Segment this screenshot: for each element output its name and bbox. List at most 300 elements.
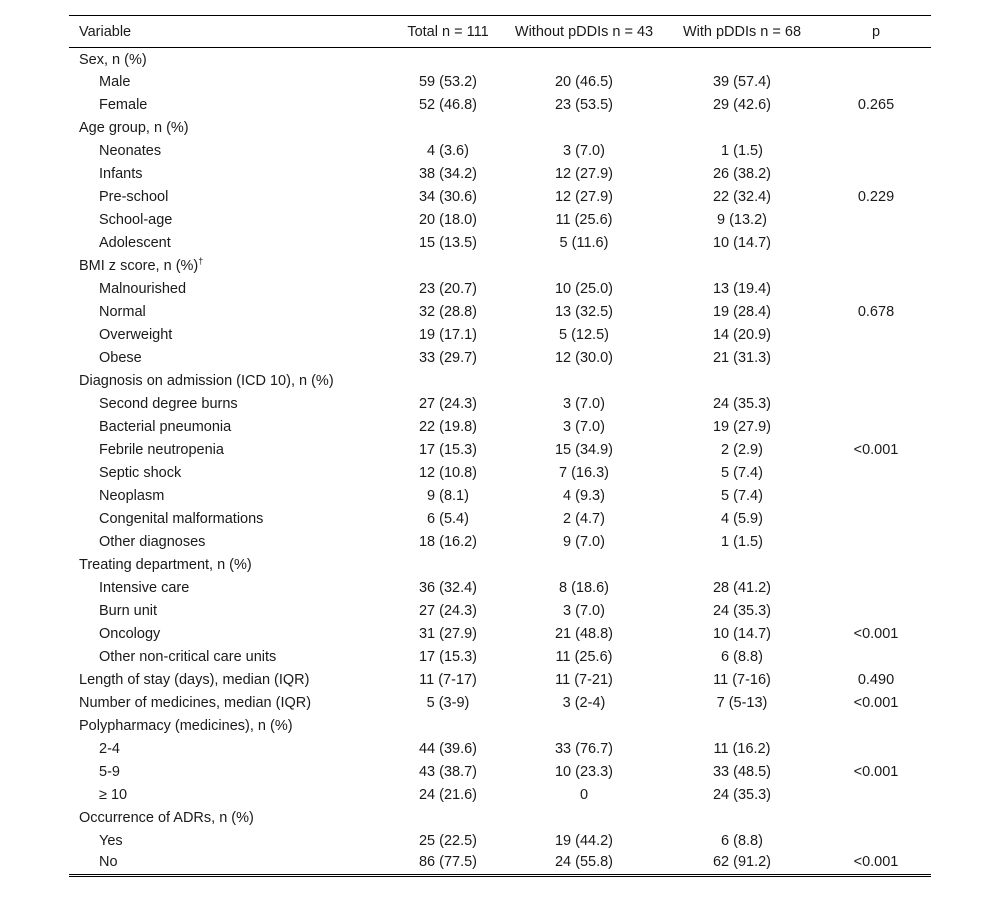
p-value-cell: [821, 692, 931, 715]
with-pddis-cell: [663, 623, 821, 646]
without-pddis-cell-text: 21 (48.8): [554, 626, 614, 642]
variable-cell-text: Other non-critical care units: [99, 649, 277, 665]
p-value-cell: [821, 784, 931, 807]
variable-cell-text: 5-9: [99, 764, 120, 780]
without-pddis-cell-text: 33 (76.7): [554, 741, 614, 757]
section-header-row: [69, 48, 931, 71]
variable-cell: [69, 623, 391, 646]
without-pddis-cell: [505, 577, 663, 600]
without-pddis-cell: [505, 393, 663, 416]
with-pddis-cell: [663, 508, 821, 531]
variable-cell-text: Oncology: [99, 626, 161, 642]
with-pddis-cell-text: 22 (32.4): [712, 189, 772, 205]
with-pddis-cell-text: 33 (48.5): [712, 764, 772, 780]
without-pddis-cell-text: 19 (44.2): [554, 833, 614, 849]
p-value-cell: [821, 646, 931, 669]
with-pddis-cell-text: 24 (35.3): [712, 787, 772, 803]
variable-cell-text: 2-4: [99, 741, 120, 757]
variable-cell: [69, 278, 391, 301]
with-pddis-cell-text: 4 (5.9): [721, 511, 763, 527]
variable-cell-text: Burn unit: [99, 603, 158, 619]
variable-cell-text: Intensive care: [99, 580, 190, 596]
table-row: [69, 784, 931, 807]
variable-cell-text: Second degree burns: [99, 396, 238, 412]
total-cell: [391, 71, 505, 94]
variable-cell: [69, 324, 391, 347]
variable-cell: [69, 531, 391, 554]
without-pddis-cell-text: 0: [579, 787, 589, 803]
with-pddis-cell: [663, 485, 821, 508]
total-cell: [391, 577, 505, 600]
without-pddis-cell: [505, 416, 663, 439]
p-value-cell: [821, 232, 931, 255]
p-value-cell: [821, 715, 931, 738]
without-pddis-cell-text: 24 (55.8): [554, 854, 614, 871]
total-cell-text: 18 (16.2): [418, 534, 478, 550]
with-pddis-cell: [663, 531, 821, 554]
with-pddis-cell-text: 19 (27.9): [712, 419, 772, 435]
without-pddis-cell: [505, 508, 663, 531]
with-pddis-cell: [663, 48, 821, 71]
with-pddis-cell-text: 11 (7-16): [713, 672, 771, 688]
variable-cell: [69, 439, 391, 462]
variable-cell: [69, 669, 391, 692]
section-header-row: [69, 117, 931, 140]
section-header-row: [69, 715, 931, 738]
without-pddis-cell: [505, 439, 663, 462]
with-pddis-cell: [663, 784, 821, 807]
total-cell: [391, 738, 505, 761]
table-body: [69, 48, 931, 876]
p-value-cell: [821, 416, 931, 439]
total-cell-text: 11 (7-17): [419, 672, 477, 688]
with-pddis-cell-text: 26 (38.2): [712, 166, 772, 182]
with-pddis-cell: [663, 71, 821, 94]
variable-cell-text: Neonates: [99, 143, 162, 159]
p-value-cell: [821, 830, 931, 853]
without-pddis-cell-text: 3 (7.0): [563, 603, 605, 619]
p-value-cell-text: 0.490: [857, 672, 895, 688]
variable-cell: [69, 646, 391, 669]
with-pddis-cell-text: 39 (57.4): [712, 74, 772, 90]
variable-cell: [69, 761, 391, 784]
with-pddis-cell-text: 11 (16.2): [713, 741, 771, 757]
p-value-cell: [821, 94, 931, 117]
with-pddis-cell: [663, 738, 821, 761]
variable-cell-text: ≥ 10: [99, 787, 128, 803]
total-cell-text: 31 (27.9): [418, 626, 478, 642]
table-row: [69, 209, 931, 232]
without-pddis-cell: [505, 646, 663, 669]
p-value-cell: [821, 278, 931, 301]
with-pddis-cell: [663, 715, 821, 738]
variable-cell-text: Other diagnoses: [99, 534, 206, 550]
table-row: [69, 163, 931, 186]
total-cell-text: 27 (24.3): [418, 603, 478, 619]
with-pddis-cell-text: 24 (35.3): [712, 603, 772, 619]
variable-cell-text: Malnourished: [99, 281, 187, 297]
total-cell: [391, 669, 505, 692]
total-cell-text: 19 (17.1): [418, 327, 478, 343]
total-cell: [391, 255, 505, 278]
with-pddis-cell-text: 10 (14.7): [712, 235, 772, 251]
table-row: [69, 646, 931, 669]
total-cell-text: 25 (22.5): [418, 833, 478, 849]
p-value-cell: [821, 48, 931, 71]
variable-cell: [69, 554, 391, 577]
without-pddis-cell-text: 13 (32.5): [554, 304, 614, 320]
with-pddis-cell-text: 9 (13.2): [717, 212, 767, 228]
total-cell-text: 43 (38.7): [418, 764, 478, 780]
p-value-cell: [821, 508, 931, 531]
without-pddis-cell: [505, 255, 663, 278]
header-p-value: p: [821, 16, 931, 48]
variable-cell-text: Infants: [99, 166, 143, 182]
variable-cell: [69, 807, 391, 830]
table-row: [69, 416, 931, 439]
variable-cell: [69, 163, 391, 186]
p-value-cell: [821, 186, 931, 209]
without-pddis-cell-text: 4 (9.3): [563, 488, 605, 504]
p-value-cell: [821, 324, 931, 347]
variable-cell-text: BMI z score, n (%): [79, 258, 199, 274]
variable-cell-text: Polypharmacy (medicines), n (%): [79, 718, 293, 734]
table-row: [69, 301, 931, 324]
with-pddis-cell: [663, 94, 821, 117]
p-value-cell: [821, 393, 931, 416]
without-pddis-cell: [505, 324, 663, 347]
with-pddis-cell: [663, 416, 821, 439]
total-cell: [391, 94, 505, 117]
without-pddis-cell-text: 11 (25.6): [555, 212, 613, 228]
table-row: [69, 830, 931, 853]
variable-cell-text: Occurrence of ADRs, n (%): [79, 810, 254, 826]
variable-cell: [69, 232, 391, 255]
without-pddis-cell-text: 23 (53.5): [554, 97, 614, 113]
with-pddis-cell-text: 6 (8.8): [721, 649, 763, 665]
without-pddis-cell: [505, 48, 663, 71]
table-row: [69, 485, 931, 508]
total-cell: [391, 370, 505, 393]
table-row: [69, 324, 931, 347]
without-pddis-cell: [505, 715, 663, 738]
total-cell: [391, 439, 505, 462]
p-value-cell: [821, 554, 931, 577]
with-pddis-cell: [663, 669, 821, 692]
with-pddis-cell: [663, 370, 821, 393]
without-pddis-cell: [505, 94, 663, 117]
p-value-cell-text: 0.229: [857, 189, 895, 205]
variable-cell-text: Congenital malformations: [99, 511, 264, 527]
without-pddis-cell-text: 12 (27.9): [554, 189, 614, 205]
table-row: [69, 508, 931, 531]
total-cell: [391, 324, 505, 347]
p-value-cell: [821, 439, 931, 462]
without-pddis-cell-text: 2 (4.7): [563, 511, 605, 527]
without-pddis-cell-text: 9 (7.0): [563, 534, 605, 550]
p-value-cell: [821, 853, 931, 876]
p-value-cell: [821, 577, 931, 600]
p-value-cell-text: <0.001: [853, 854, 899, 871]
p-value-cell: [821, 370, 931, 393]
variable-cell: [69, 347, 391, 370]
with-pddis-cell: [663, 209, 821, 232]
total-cell-text: 27 (24.3): [418, 396, 478, 412]
total-cell: [391, 784, 505, 807]
section-header-row: [69, 554, 931, 577]
total-cell: [391, 416, 505, 439]
without-pddis-cell-text: 15 (34.9): [554, 442, 614, 458]
with-pddis-cell: [663, 807, 821, 830]
variable-cell-text: Sex, n (%): [79, 52, 147, 69]
p-value-cell: [821, 761, 931, 784]
without-pddis-cell: [505, 669, 663, 692]
variable-cell-text: Overweight: [99, 327, 173, 343]
table-row: [69, 393, 931, 416]
total-cell: [391, 554, 505, 577]
with-pddis-cell-text: 13 (19.4): [712, 281, 772, 297]
with-pddis-cell-text: 28 (41.2): [712, 580, 772, 596]
variable-cell-text: Female: [99, 97, 148, 113]
without-pddis-cell-text: 12 (30.0): [554, 350, 614, 366]
without-pddis-cell: [505, 531, 663, 554]
demographics-table: [69, 15, 931, 877]
total-cell: [391, 600, 505, 623]
variable-cell: [69, 416, 391, 439]
with-pddis-cell-text: 14 (20.9): [712, 327, 772, 343]
with-pddis-cell: [663, 347, 821, 370]
without-pddis-cell-text: 3 (2-4): [562, 695, 606, 711]
variable-cell-text: Age group, n (%): [79, 120, 189, 136]
total-cell: [391, 692, 505, 715]
table-row: [69, 439, 931, 462]
total-cell: [391, 48, 505, 71]
variable-cell: [69, 853, 391, 876]
p-value-cell-text: 0.678: [857, 304, 895, 320]
total-cell: [391, 301, 505, 324]
variable-cell-text: Length of stay (days), median (IQR): [79, 672, 310, 688]
variable-cell-text: Febrile neutropenia: [99, 442, 224, 458]
with-pddis-cell: [663, 232, 821, 255]
variable-cell: [69, 117, 391, 140]
total-cell: [391, 646, 505, 669]
variable-cell: [69, 94, 391, 117]
without-pddis-cell: [505, 554, 663, 577]
p-value-cell: [821, 531, 931, 554]
variable-cell: [69, 209, 391, 232]
total-cell: [391, 715, 505, 738]
without-pddis-cell: [505, 71, 663, 94]
without-pddis-cell: [505, 209, 663, 232]
without-pddis-cell-text: 5 (12.5): [559, 327, 609, 343]
with-pddis-cell-text: 29 (42.6): [712, 97, 772, 113]
p-value-cell: [821, 462, 931, 485]
total-cell: [391, 508, 505, 531]
p-value-cell: [821, 301, 931, 324]
without-pddis-cell-text: 7 (16.3): [559, 465, 609, 481]
total-cell: [391, 853, 505, 876]
with-pddis-cell: [663, 692, 821, 715]
header-with-pddis: With pDDIs n = 68: [663, 16, 821, 48]
without-pddis-cell: [505, 485, 663, 508]
without-pddis-cell-text: 10 (23.3): [554, 764, 614, 780]
total-cell: [391, 186, 505, 209]
table-row: [69, 623, 931, 646]
with-pddis-cell: [663, 393, 821, 416]
with-pddis-cell: [663, 761, 821, 784]
total-cell: [391, 807, 505, 830]
with-pddis-cell-text: 62 (91.2): [712, 854, 772, 871]
without-pddis-cell: [505, 761, 663, 784]
variable-cell-text: Number of medicines, median (IQR): [79, 695, 312, 711]
variable-cell: [69, 508, 391, 531]
with-pddis-cell: [663, 554, 821, 577]
variable-cell-text: Male: [99, 74, 131, 90]
header-total: Total n = 111: [391, 16, 505, 48]
without-pddis-cell: [505, 117, 663, 140]
without-pddis-cell: [505, 347, 663, 370]
total-cell-text: 33 (29.7): [418, 350, 478, 366]
with-pddis-cell-text: 7 (5-13): [716, 695, 768, 711]
without-pddis-cell-text: 8 (18.6): [559, 580, 609, 596]
without-pddis-cell: [505, 830, 663, 853]
variable-cell-text: Adolescent: [99, 235, 171, 251]
with-pddis-cell: [663, 140, 821, 163]
without-pddis-cell: [505, 462, 663, 485]
section-header-row: [69, 370, 931, 393]
table-row: [69, 853, 931, 876]
with-pddis-cell-text: 24 (35.3): [712, 396, 772, 412]
total-cell-text: 36 (32.4): [418, 580, 478, 596]
total-cell-text: 44 (39.6): [418, 741, 478, 757]
without-pddis-cell-text: 3 (7.0): [563, 396, 605, 412]
total-cell-text: 9 (8.1): [427, 488, 469, 504]
footnote-marker: †: [198, 256, 204, 266]
with-pddis-cell-text: 6 (8.8): [721, 833, 763, 849]
table-row: [69, 577, 931, 600]
total-cell: [391, 209, 505, 232]
total-cell-text: 12 (10.8): [418, 465, 478, 481]
without-pddis-cell: [505, 278, 663, 301]
variable-cell-text: Treating department, n (%): [79, 557, 252, 573]
with-pddis-cell: [663, 324, 821, 347]
total-cell: [391, 278, 505, 301]
p-value-cell: [821, 71, 931, 94]
with-pddis-cell: [663, 600, 821, 623]
p-value-cell: [821, 600, 931, 623]
without-pddis-cell: [505, 370, 663, 393]
without-pddis-cell: [505, 807, 663, 830]
variable-cell-text: School-age: [99, 212, 173, 228]
table-row: [69, 738, 931, 761]
without-pddis-cell: [505, 232, 663, 255]
total-cell: [391, 485, 505, 508]
p-value-cell-text: <0.001: [853, 442, 899, 458]
p-value-cell: [821, 117, 931, 140]
with-pddis-cell-text: 5 (7.4): [721, 488, 763, 504]
section-header-row: [69, 255, 931, 278]
total-cell-text: 5 (3-9): [426, 695, 470, 711]
variable-cell: [69, 370, 391, 393]
table-row: [69, 94, 931, 117]
total-cell-text: 38 (34.2): [418, 166, 478, 182]
section-header-row: [69, 807, 931, 830]
table-row: [69, 232, 931, 255]
without-pddis-cell: [505, 163, 663, 186]
without-pddis-cell: [505, 784, 663, 807]
with-pddis-cell: [663, 439, 821, 462]
table-row: [69, 462, 931, 485]
without-pddis-cell: [505, 623, 663, 646]
without-pddis-cell-text: 3 (7.0): [563, 143, 605, 159]
with-pddis-cell: [663, 255, 821, 278]
p-value-cell-text: <0.001: [853, 695, 899, 711]
without-pddis-cell: [505, 301, 663, 324]
p-value-cell: [821, 669, 931, 692]
total-cell-text: 17 (15.3): [418, 649, 478, 665]
with-pddis-cell-text: 1 (1.5): [721, 143, 763, 159]
with-pddis-cell-text: 21 (31.3): [712, 350, 772, 366]
variable-cell: [69, 485, 391, 508]
total-cell-text: 23 (20.7): [418, 281, 478, 297]
p-value-cell: [821, 347, 931, 370]
total-cell-text: 22 (19.8): [418, 419, 478, 435]
without-pddis-cell: [505, 738, 663, 761]
variable-cell: [69, 48, 391, 71]
variable-cell: [69, 600, 391, 623]
p-value-cell: [821, 255, 931, 278]
without-pddis-cell: [505, 692, 663, 715]
p-value-cell: [821, 623, 931, 646]
with-pddis-cell: [663, 830, 821, 853]
p-value-cell: [821, 140, 931, 163]
with-pddis-cell: [663, 646, 821, 669]
without-pddis-cell-text: 10 (25.0): [554, 281, 614, 297]
without-pddis-cell: [505, 600, 663, 623]
total-cell-text: 4 (3.6): [427, 143, 469, 159]
total-cell-text: 17 (15.3): [418, 442, 478, 458]
variable-cell: [69, 577, 391, 600]
without-pddis-cell-text: 11 (25.6): [555, 649, 613, 665]
variable-cell: [69, 830, 391, 853]
total-cell-text: 20 (18.0): [418, 212, 478, 228]
without-pddis-cell: [505, 140, 663, 163]
total-cell: [391, 232, 505, 255]
variable-cell-text: Bacterial pneumonia: [99, 419, 232, 435]
variable-cell-text: Yes: [99, 833, 123, 849]
total-cell: [391, 761, 505, 784]
with-pddis-cell-text: 10 (14.7): [712, 626, 772, 642]
with-pddis-cell-text: 5 (7.4): [721, 465, 763, 481]
total-cell-text: 59 (53.2): [418, 74, 478, 90]
total-cell-text: 34 (30.6): [418, 189, 478, 205]
table-row: [69, 278, 931, 301]
p-value-cell-text: <0.001: [853, 764, 899, 780]
p-value-cell-text: 0.265: [857, 97, 895, 113]
table-row: [69, 761, 931, 784]
table-row: [69, 71, 931, 94]
total-cell: [391, 140, 505, 163]
variable-cell: [69, 462, 391, 485]
table-row: [69, 600, 931, 623]
variable-cell-text: Septic shock: [99, 465, 182, 481]
variable-cell-text: Diagnosis on admission (ICD 10), n (%): [79, 373, 334, 389]
total-cell: [391, 830, 505, 853]
p-value-cell-text: <0.001: [853, 626, 899, 642]
variable-cell: [69, 140, 391, 163]
table-row: [69, 140, 931, 163]
p-value-cell: [821, 163, 931, 186]
